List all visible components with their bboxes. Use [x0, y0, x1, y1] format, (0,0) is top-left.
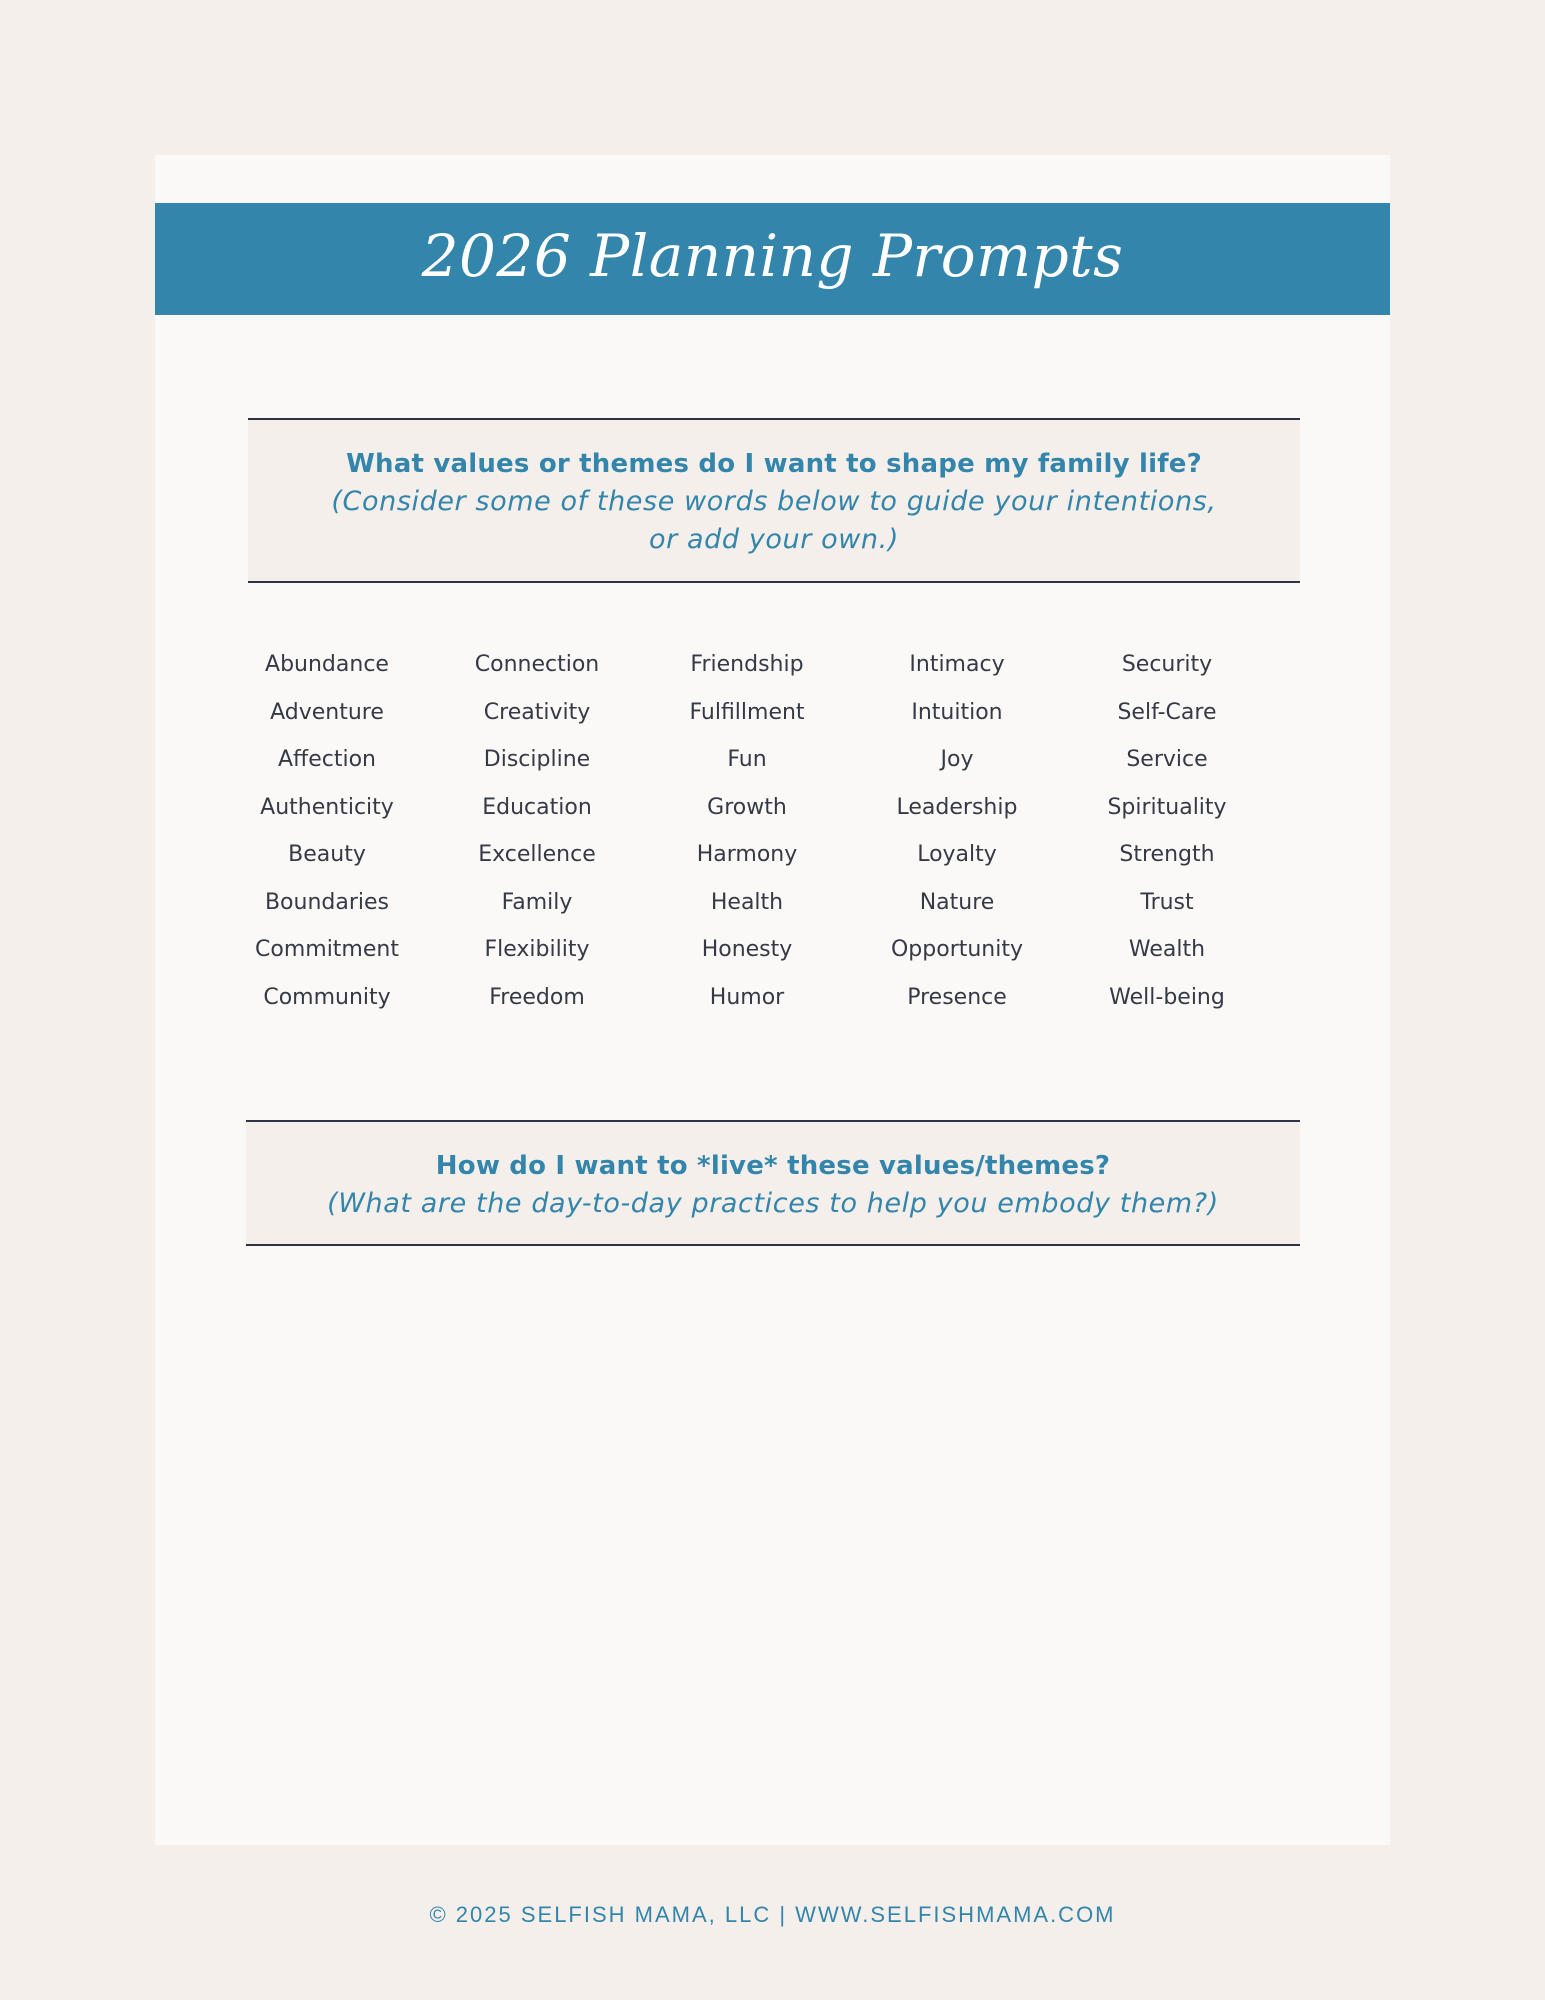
value-word: Harmony: [696, 842, 798, 867]
value-word: Authenticity: [260, 794, 394, 820]
value-word: Discipline: [483, 747, 591, 772]
value-word: Fun: [727, 747, 767, 772]
value-word: Commitment: [255, 937, 399, 962]
value-word: Wealth: [1128, 937, 1206, 962]
value-word: Presence: [907, 984, 1007, 1010]
values-prompt-box: [248, 418, 1300, 583]
value-word: Freedom: [489, 984, 585, 1010]
value-word: Trust: [1140, 889, 1194, 915]
value-word: Humor: [709, 984, 785, 1010]
values-hint-line-2: or add your own.): [649, 524, 899, 555]
value-word: Community: [263, 984, 391, 1010]
value-word: Connection: [474, 652, 600, 677]
value-word: Excellence: [478, 842, 596, 867]
values-hint-line-1: (Consider some of these words below to guide your intentions,: [331, 486, 1217, 517]
value-word: Loyalty: [917, 842, 997, 867]
value-word: Well-being: [1109, 984, 1225, 1010]
value-word: Intuition: [911, 699, 1003, 725]
value-word: Honesty: [701, 937, 793, 962]
value-word: Service: [1126, 747, 1208, 772]
title-banner: [155, 203, 1390, 315]
value-word: Spirituality: [1107, 794, 1227, 820]
value-word: Self-Care: [1117, 699, 1217, 725]
value-word: Growth: [707, 794, 787, 820]
practice-hint: (What are the day-to-day practices to help you embody them?): [327, 1188, 1219, 1219]
value-word: Boundaries: [264, 889, 390, 915]
value-word: Education: [482, 794, 592, 820]
value-word: Health: [710, 889, 784, 915]
value-word: Flexibility: [484, 937, 590, 962]
value-word: Adventure: [270, 699, 384, 725]
value-word: Fulfillment: [689, 699, 805, 725]
page-title: 2026 Planning Prompts: [421, 222, 1124, 290]
footer-copyright: © 2025 SELFISH MAMA, LLC | WWW.SELFISHMAMA.COM: [429, 1902, 1116, 1927]
value-word: Opportunity: [890, 937, 1024, 962]
value-words-grid: [222, 645, 1272, 1025]
value-word: Abundance: [265, 652, 389, 677]
practice-prompt-box: [246, 1120, 1300, 1246]
values-question: What values or themes do I want to shape my family life?: [346, 449, 1202, 479]
value-word: Nature: [919, 889, 995, 915]
value-word: Security: [1121, 652, 1213, 677]
value-word: Strength: [1119, 842, 1215, 867]
value-word: Friendship: [690, 652, 804, 677]
value-word: Intimacy: [909, 652, 1005, 677]
value-word: Family: [501, 889, 573, 915]
worksheet-page: [155, 155, 1390, 1845]
practice-question: How do I want to *live* these values/themes?: [435, 1151, 1111, 1181]
value-word: Leadership: [896, 794, 1018, 820]
value-word: Creativity: [483, 699, 591, 725]
value-word: Joy: [940, 747, 974, 772]
value-word: Affection: [278, 747, 376, 772]
value-word: Beauty: [288, 842, 366, 867]
